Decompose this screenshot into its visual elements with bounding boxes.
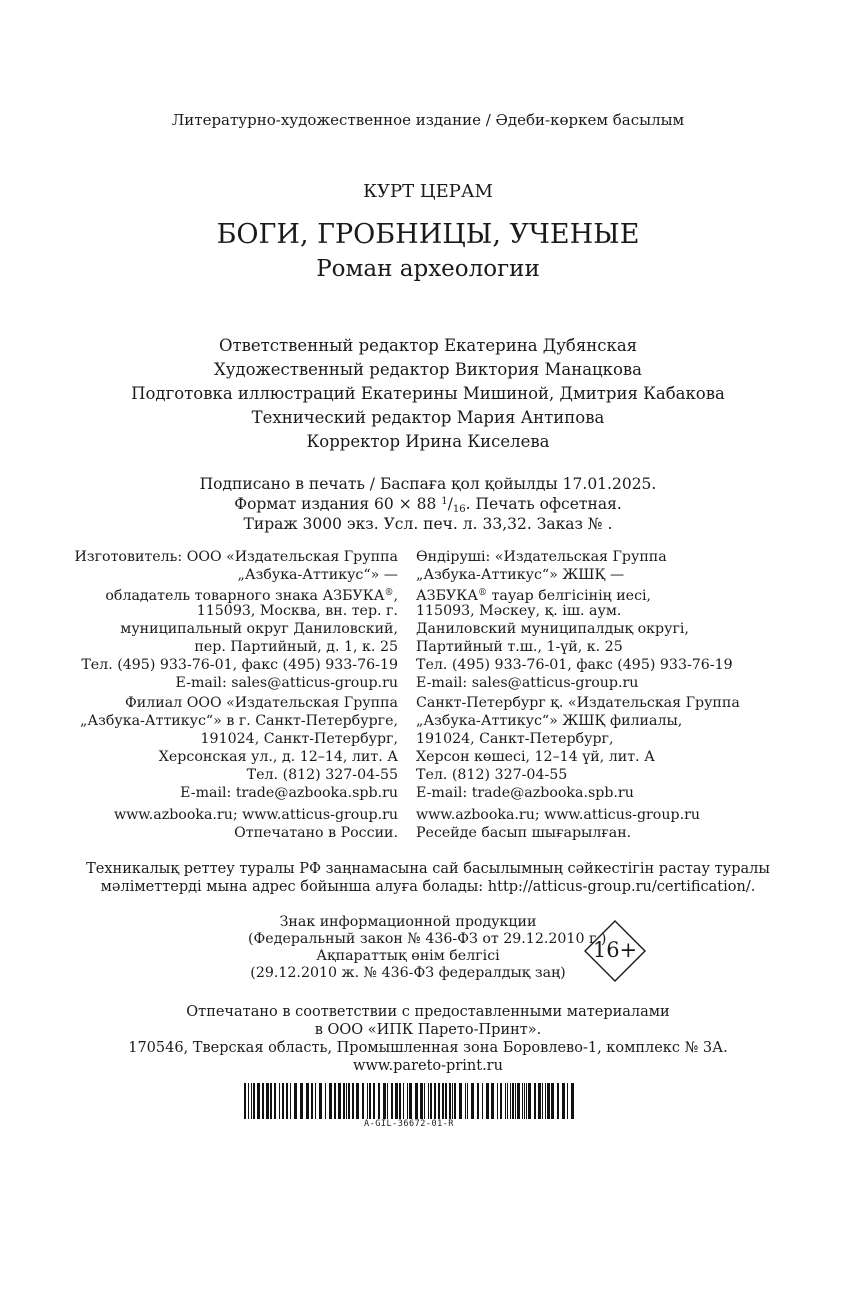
- branch-kz-line: Херсон көшесі, 12–14 үй, лит. А: [416, 749, 655, 765]
- barcode-bar: [407, 1083, 408, 1119]
- info-sign-line: (Федеральный закон № 436-ФЗ от 29.12.2010 г.): [248, 931, 607, 947]
- trademark-tail: тауар белгісінің иесі,: [487, 588, 652, 604]
- maker-ru-line: Изготовитель: ООО «Издательская Группа: [74, 549, 398, 565]
- barcode-bar: [482, 1083, 483, 1119]
- barcode-bar: [538, 1083, 541, 1119]
- barcode-bar: [567, 1083, 568, 1119]
- printer-line: в ООО «ИПК Парето-Принт».: [314, 1022, 542, 1038]
- barcode-bar: [311, 1083, 313, 1119]
- maker-kz-line: Партийный т.ш., 1-үй, к. 25: [416, 639, 623, 655]
- barcode-bar: [415, 1083, 418, 1119]
- barcode-bar: [467, 1083, 468, 1119]
- barcode-bar: [445, 1083, 447, 1119]
- trademark-text: обладатель товарного знака АЗБУКА: [105, 588, 385, 604]
- run-line: Тираж 3000 экз. Усл. печ. л. 33,32. Заказ № .: [243, 515, 613, 533]
- info-sign-line: (29.12.2010 ж. № 436-ФЗ федералдық заң): [250, 965, 566, 981]
- barcode-bar: [524, 1083, 525, 1119]
- barcode-bar: [465, 1083, 466, 1119]
- barcode-bar: [500, 1083, 502, 1119]
- info-sign-line: Ақпараттық өнім белгісі: [316, 948, 500, 964]
- format-suffix: . Печать офсетная.: [465, 495, 622, 513]
- branch-kz-line: E-mail: trade@azbooka.spb.ru: [416, 785, 634, 801]
- format-numerator: 1: [441, 496, 448, 507]
- barcode-bar: [507, 1083, 508, 1119]
- barcode-bar: [282, 1083, 284, 1119]
- credit-line: Подготовка иллюстраций Екатерины Мишиной, Дмитрия Кабакова: [131, 384, 725, 403]
- barcode-bar: [300, 1083, 303, 1119]
- barcode-bar: [343, 1083, 345, 1119]
- barcode-bar: [348, 1083, 350, 1119]
- barcode-bar: [471, 1083, 474, 1119]
- barcode-bar: [442, 1083, 444, 1119]
- barcode-bar: [270, 1083, 272, 1119]
- web-ru: www.azbooka.ru; www.atticus-group.ru: [114, 807, 398, 823]
- barcode-bar: [522, 1083, 523, 1119]
- branch-kz-line: 191024, Санкт-Петербург,: [416, 731, 614, 747]
- barcode-bar: [315, 1083, 316, 1119]
- barcode-bar: [262, 1083, 264, 1119]
- barcode-bar: [306, 1083, 309, 1119]
- branch-ru-line: E-mail: trade@azbooka.spb.ru: [180, 785, 398, 801]
- barcode-bar: [403, 1083, 404, 1119]
- credit-line: Корректор Ирина Киселева: [306, 432, 550, 451]
- barcode-bar: [274, 1083, 276, 1119]
- barcode-bar: [542, 1083, 543, 1119]
- barcode-bar: [434, 1083, 436, 1119]
- barcode-bar: [571, 1083, 574, 1119]
- barcode-bar: [391, 1083, 393, 1119]
- maker-kz-line: Даниловский муниципалдық округі,: [416, 621, 689, 637]
- barcode-bar: [395, 1083, 398, 1119]
- signed-line: Подписано в печать / Баспаға қол қойылды 17.01.2025.: [199, 475, 657, 493]
- barcode-bar: [551, 1083, 554, 1119]
- barcode-bar: [367, 1083, 368, 1119]
- barcode-image: [244, 1083, 574, 1119]
- book-subtitle: Роман археологии: [316, 256, 540, 282]
- maker-kz-line: „Азбука-Аттикус“» ЖШҚ —: [416, 567, 625, 583]
- credit-line: Технический редактор Мария Антипова: [251, 408, 605, 427]
- printed-in-kz: Ресейде басып шығарылған.: [416, 825, 632, 841]
- barcode-bar: [420, 1083, 423, 1119]
- barcode-bar: [290, 1083, 291, 1119]
- info-sign-line: Знак информационной продукции: [279, 914, 537, 930]
- maker-kz-line: E-mail: sales@atticus-group.ru: [416, 675, 639, 691]
- barcode-bar: [452, 1083, 453, 1119]
- barcode-bar: [319, 1083, 322, 1119]
- barcode-bar: [477, 1083, 479, 1119]
- barcode-bar: [534, 1083, 536, 1119]
- barcode-bar: [505, 1083, 506, 1119]
- branch-ru-line: Филиал ООО «Издательская Группа: [125, 695, 398, 711]
- barcode-bar: [526, 1083, 527, 1119]
- barcode-bar: [449, 1083, 451, 1119]
- barcode-bar: [257, 1083, 260, 1119]
- format-prefix: Формат издания 60 × 88: [234, 495, 442, 513]
- maker-kz-line: 115093, Мәскеу, қ. іш. аум.: [416, 603, 622, 619]
- barcode-bar: [346, 1083, 347, 1119]
- barcode-bar: [399, 1083, 401, 1119]
- barcode-bar: [512, 1083, 514, 1119]
- barcode-bar: [562, 1083, 565, 1119]
- barcode-bar: [545, 1083, 546, 1119]
- branch-kz-line: Тел. (812) 327-04-55: [416, 767, 568, 783]
- barcode-bar: [251, 1083, 252, 1119]
- barcode-bar: [528, 1083, 531, 1119]
- printed-in-ru: Отпечатано в России.: [234, 825, 398, 841]
- cert-line: Техникалық реттеу туралы РФ заңнамасына сай басылымның сәйкестігін растау туралы: [86, 861, 770, 877]
- printer-line: 170546, Тверская область, Промышленная зона Боровлево-1, комплекс № 3А.: [128, 1040, 728, 1056]
- printer-line: Отпечатано в соответствии с предоставленными материалами: [186, 1004, 670, 1020]
- barcode-bar: [424, 1083, 425, 1119]
- barcode-bar: [294, 1083, 297, 1119]
- maker-kz-line: Өндіруші: «Издательская Группа: [416, 549, 667, 565]
- registered-mark: ®: [478, 588, 487, 598]
- web-kz: www.azbooka.ru; www.atticus-group.ru: [416, 807, 700, 823]
- barcode-bar: [428, 1083, 429, 1119]
- author: КУРТ ЦЕРАМ: [363, 181, 493, 202]
- barcode-bar: [334, 1083, 336, 1119]
- maker-ru-line: муниципальный округ Даниловский,: [120, 621, 398, 637]
- barcode-bar: [286, 1083, 288, 1119]
- barcode-bar: [356, 1083, 359, 1119]
- barcode-bar: [338, 1083, 341, 1119]
- barcode-bar: [486, 1083, 489, 1119]
- barcode-bar: [409, 1083, 412, 1119]
- trademark-text: АЗБУКА: [416, 588, 478, 604]
- barcode-bar: [369, 1083, 371, 1119]
- barcode-bar: [329, 1083, 332, 1119]
- trademark-tail: ,: [393, 588, 398, 604]
- barcode-bar: [438, 1083, 440, 1119]
- barcode-bar: [387, 1083, 388, 1119]
- maker-ru-line: E-mail: sales@atticus-group.ru: [175, 675, 398, 691]
- barcode-bar: [266, 1083, 269, 1119]
- cert-line: мәліметтерді мына адрес бойынша алуға болады: http://atticus-group.ru/certification/.: [100, 879, 756, 895]
- barcode-bar: [510, 1083, 511, 1119]
- barcode-text: A-GIL-36672-01-R: [364, 1119, 454, 1129]
- barcode-bar: [325, 1083, 326, 1119]
- format-line: Формат издания 60 × 88 $^1/_{16}$. Печать офсетная.: [234, 495, 622, 515]
- branch-kz-line: „Азбука-Аттикус“» ЖШҚ филиалы,: [416, 713, 683, 729]
- branch-ru-line: 191024, Санкт-Петербург,: [200, 731, 398, 747]
- edition-type: Литературно-художественное издание / Әдеби-көркем басылым: [171, 111, 685, 129]
- barcode-bar: [557, 1083, 559, 1119]
- barcode-bar: [352, 1083, 354, 1119]
- printer-line: www.pareto-print.ru: [353, 1058, 503, 1074]
- barcode-bar: [253, 1083, 255, 1119]
- barcode-bar: [378, 1083, 380, 1119]
- barcode-bar: [362, 1083, 364, 1119]
- barcode-bar: [454, 1083, 456, 1119]
- maker-ru-line: пер. Партийный, д. 1, к. 25: [194, 639, 398, 655]
- maker-ru-line: Тел. (495) 933-76-01, факс (495) 933-76-19: [81, 657, 398, 673]
- age-rating-badge: [583, 919, 647, 983]
- branch-ru-line: „Азбука-Аттикус“» в г. Санкт-Петербурге,: [80, 713, 398, 729]
- barcode-bar: [515, 1083, 516, 1119]
- barcode-bar: [248, 1083, 249, 1119]
- format-denominator: 16: [452, 504, 466, 515]
- branch-ru-line: Херсонская ул., д. 12–14, лит. А: [158, 749, 398, 765]
- branch-kz-line: Санкт-Петербург қ. «Издательская Группа: [416, 695, 740, 711]
- barcode-bar: [430, 1083, 432, 1119]
- barcode-bar: [497, 1083, 498, 1119]
- credit-line: Художественный редактор Виктория Манацкова: [213, 360, 643, 379]
- branch-ru-line: Тел. (812) 327-04-55: [246, 767, 398, 783]
- maker-kz-line: Тел. (495) 933-76-01, факс (495) 933-76-19: [416, 657, 733, 673]
- barcode-bar: [459, 1083, 462, 1119]
- barcode-bar: [373, 1083, 375, 1119]
- book-title: БОГИ, ГРОБНИЦЫ, УЧЕНЫЕ: [216, 219, 640, 250]
- barcode-bar: [491, 1083, 494, 1119]
- maker-ru-line: 115093, Москва, вн. тер. г.: [196, 603, 398, 619]
- age-rating-text: 16+: [592, 938, 638, 962]
- barcode-bar: [279, 1083, 280, 1119]
- credit-line: Ответственный редактор Екатерина Дубянская: [218, 336, 638, 355]
- barcode-bar: [547, 1083, 550, 1119]
- barcode-bar: [517, 1083, 520, 1119]
- barcode-bar: [244, 1083, 246, 1119]
- registered-mark: ®: [384, 588, 394, 598]
- maker-ru-line: „Азбука-Аттикус“» —: [237, 567, 398, 583]
- barcode-bar: [383, 1083, 386, 1119]
